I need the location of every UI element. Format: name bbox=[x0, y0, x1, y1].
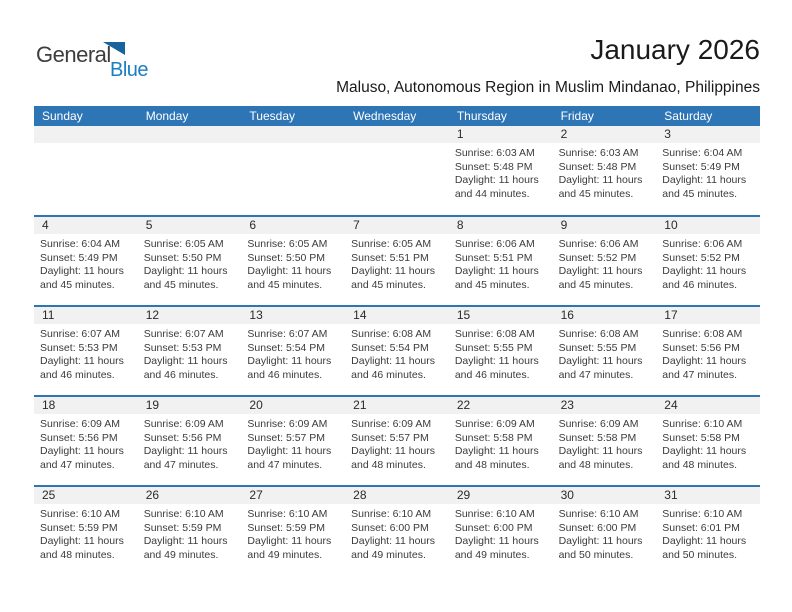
day-number-empty bbox=[345, 126, 449, 143]
detail-line: Daylight: 11 hours bbox=[558, 445, 643, 458]
detail-line: Sunset: 5:58 PM bbox=[454, 431, 533, 444]
detail-line: Daylight: 11 hours bbox=[247, 355, 332, 368]
day-cell-15 bbox=[449, 307, 553, 395]
detail-line: and 45 minutes. bbox=[662, 188, 737, 201]
day-number: 25 bbox=[34, 487, 138, 504]
detail-line: Sunrise: 6:09 AM bbox=[351, 418, 432, 430]
day-number: 18 bbox=[34, 397, 138, 414]
day-cell-6 bbox=[241, 217, 345, 305]
detail-line: Sunrise: 6:10 AM bbox=[662, 418, 743, 430]
day-cell-28 bbox=[345, 487, 449, 575]
day-cell-4 bbox=[34, 217, 138, 305]
weekday-header-monday: Monday bbox=[145, 109, 189, 123]
day-cell-13 bbox=[241, 307, 345, 395]
detail-line: Sunset: 5:57 PM bbox=[351, 431, 429, 444]
day-sun-details bbox=[345, 504, 449, 563]
day-sun-details bbox=[553, 414, 657, 473]
detail-line: Daylight: 11 hours bbox=[40, 445, 124, 458]
day-number: 13 bbox=[241, 307, 345, 324]
day-number: 4 bbox=[34, 217, 138, 234]
detail-line: Sunset: 5:58 PM bbox=[558, 431, 637, 444]
weekday-header-thursday: Thursday bbox=[456, 109, 507, 123]
detail-line: Daylight: 11 hours bbox=[454, 265, 539, 278]
detail-line: and 48 minutes. bbox=[662, 459, 737, 472]
general-blue-logo bbox=[36, 44, 156, 84]
day-number: 27 bbox=[241, 487, 345, 504]
detail-line: Sunset: 5:48 PM bbox=[454, 160, 533, 173]
day-cell-16 bbox=[553, 307, 657, 395]
detail-line: and 49 minutes. bbox=[143, 549, 219, 562]
day-sun-details bbox=[656, 504, 760, 563]
day-number: 14 bbox=[345, 307, 449, 324]
day-cell-20 bbox=[241, 397, 345, 485]
day-cell-empty bbox=[241, 126, 345, 215]
day-number: 22 bbox=[449, 397, 553, 414]
day-number: 19 bbox=[138, 397, 242, 414]
day-sun-details bbox=[449, 143, 553, 202]
day-sun-details bbox=[34, 234, 138, 293]
detail-line: Sunset: 5:59 PM bbox=[40, 521, 118, 534]
detail-line: Daylight: 11 hours bbox=[351, 535, 435, 548]
detail-line: Sunset: 5:48 PM bbox=[558, 160, 637, 173]
day-sun-details bbox=[449, 324, 553, 383]
day-cell-24 bbox=[656, 397, 760, 485]
day-cell-5 bbox=[138, 217, 242, 305]
detail-line: Sunrise: 6:04 AM bbox=[40, 238, 120, 250]
detail-line: Daylight: 11 hours bbox=[454, 445, 539, 458]
detail-line: and 46 minutes. bbox=[143, 369, 219, 382]
detail-line: Sunset: 5:55 PM bbox=[454, 341, 533, 354]
day-number: 8 bbox=[449, 217, 553, 234]
detail-line: Daylight: 11 hours bbox=[662, 265, 747, 278]
day-number-empty bbox=[241, 126, 345, 143]
month-title: January 2026 bbox=[590, 34, 760, 65]
detail-line: Sunrise: 6:03 AM bbox=[558, 147, 639, 159]
day-cell-8 bbox=[449, 217, 553, 305]
day-sun-details bbox=[138, 414, 242, 473]
weekday-header-sunday: Sunday bbox=[42, 109, 83, 123]
day-cell-3 bbox=[656, 126, 760, 215]
day-number: 29 bbox=[449, 487, 553, 504]
detail-line: and 44 minutes. bbox=[454, 188, 530, 201]
detail-line: and 48 minutes. bbox=[40, 549, 115, 562]
day-number: 28 bbox=[345, 487, 449, 504]
detail-line: Sunset: 5:51 PM bbox=[351, 251, 429, 264]
day-cell-empty bbox=[34, 126, 138, 215]
day-cell-1 bbox=[449, 126, 553, 215]
weekday-header-wednesday: Wednesday bbox=[353, 109, 417, 123]
week-row-1 bbox=[34, 126, 760, 215]
day-cell-29 bbox=[449, 487, 553, 575]
detail-line: Sunset: 5:54 PM bbox=[247, 341, 326, 354]
detail-line: Daylight: 11 hours bbox=[662, 445, 747, 458]
detail-line: and 50 minutes. bbox=[662, 549, 737, 562]
logo-text-general: General bbox=[36, 42, 111, 67]
day-cell-2 bbox=[553, 126, 657, 215]
weekday-header-row bbox=[34, 106, 760, 126]
day-number: 12 bbox=[138, 307, 242, 324]
day-sun-details bbox=[345, 324, 449, 383]
day-number-empty bbox=[138, 126, 242, 143]
detail-line: and 47 minutes. bbox=[558, 369, 634, 382]
day-number: 20 bbox=[241, 397, 345, 414]
detail-line: Sunset: 6:00 PM bbox=[351, 521, 429, 534]
detail-line: Sunrise: 6:10 AM bbox=[558, 508, 639, 520]
calendar-table bbox=[34, 106, 760, 575]
day-sun-details bbox=[34, 143, 138, 147]
detail-line: and 45 minutes. bbox=[558, 279, 634, 292]
detail-line: Sunrise: 6:08 AM bbox=[662, 328, 743, 340]
day-number: 23 bbox=[553, 397, 657, 414]
detail-line: Daylight: 11 hours bbox=[454, 535, 539, 548]
day-number: 15 bbox=[449, 307, 553, 324]
day-sun-details bbox=[241, 414, 345, 473]
detail-line: Sunset: 5:54 PM bbox=[351, 341, 429, 354]
detail-line: Sunrise: 6:07 AM bbox=[40, 328, 120, 340]
detail-line: Sunrise: 6:08 AM bbox=[351, 328, 432, 340]
detail-line: Sunrise: 6:09 AM bbox=[247, 418, 328, 430]
day-sun-details bbox=[656, 234, 760, 293]
day-number: 21 bbox=[345, 397, 449, 414]
detail-line: and 45 minutes. bbox=[143, 279, 219, 292]
day-cell-empty bbox=[345, 126, 449, 215]
day-sun-details bbox=[656, 414, 760, 473]
day-cell-18 bbox=[34, 397, 138, 485]
detail-line: Daylight: 11 hours bbox=[351, 265, 435, 278]
day-cell-30 bbox=[553, 487, 657, 575]
detail-line: Daylight: 11 hours bbox=[143, 265, 228, 278]
week-row-3 bbox=[34, 305, 760, 395]
day-sun-details bbox=[656, 143, 760, 202]
day-sun-details bbox=[241, 234, 345, 293]
day-number: 5 bbox=[138, 217, 242, 234]
day-sun-details bbox=[345, 234, 449, 293]
detail-line: Daylight: 11 hours bbox=[351, 355, 435, 368]
detail-line: and 48 minutes. bbox=[558, 459, 634, 472]
detail-line: and 45 minutes. bbox=[40, 279, 115, 292]
detail-line: and 46 minutes. bbox=[454, 369, 530, 382]
day-sun-details bbox=[241, 143, 345, 147]
day-sun-details bbox=[138, 234, 242, 293]
day-number: 10 bbox=[656, 217, 760, 234]
detail-line: and 46 minutes. bbox=[662, 279, 737, 292]
detail-line: and 49 minutes. bbox=[454, 549, 530, 562]
week-row-4 bbox=[34, 395, 760, 485]
day-number: 31 bbox=[656, 487, 760, 504]
day-cell-10 bbox=[656, 217, 760, 305]
day-number: 6 bbox=[241, 217, 345, 234]
detail-line: Sunset: 5:50 PM bbox=[247, 251, 326, 264]
logo-text-blue: Blue bbox=[110, 59, 149, 81]
detail-line: Sunrise: 6:05 AM bbox=[143, 238, 224, 250]
day-number: 11 bbox=[34, 307, 138, 324]
detail-line: and 50 minutes. bbox=[558, 549, 634, 562]
detail-line: Daylight: 11 hours bbox=[454, 355, 539, 368]
location-subtitle: Maluso, Autonomous Region in Muslim Mindanao, Philippines bbox=[336, 79, 760, 96]
day-number: 24 bbox=[656, 397, 760, 414]
detail-line: Sunrise: 6:10 AM bbox=[454, 508, 535, 520]
detail-line: Sunset: 5:59 PM bbox=[247, 521, 326, 534]
detail-line: Sunrise: 6:09 AM bbox=[454, 418, 535, 430]
day-number: 1 bbox=[449, 126, 553, 143]
detail-line: Sunrise: 6:06 AM bbox=[662, 238, 743, 250]
detail-line: and 45 minutes. bbox=[351, 279, 426, 292]
detail-line: Sunset: 6:00 PM bbox=[558, 521, 637, 534]
detail-line: Sunset: 5:53 PM bbox=[143, 341, 222, 354]
detail-line: and 47 minutes. bbox=[40, 459, 115, 472]
day-cell-27 bbox=[241, 487, 345, 575]
detail-line: Daylight: 11 hours bbox=[40, 535, 124, 548]
day-sun-details bbox=[553, 143, 657, 202]
detail-line: Daylight: 11 hours bbox=[662, 174, 747, 187]
detail-line: and 49 minutes. bbox=[247, 549, 323, 562]
week-row-5 bbox=[34, 485, 760, 575]
detail-line: Daylight: 11 hours bbox=[558, 535, 643, 548]
detail-line: Sunrise: 6:09 AM bbox=[143, 418, 224, 430]
day-cell-21 bbox=[345, 397, 449, 485]
weekday-header-saturday: Saturday bbox=[664, 109, 713, 123]
weekday-header-friday: Friday bbox=[560, 109, 594, 123]
detail-line: Daylight: 11 hours bbox=[247, 265, 332, 278]
detail-line: Sunset: 5:52 PM bbox=[558, 251, 637, 264]
detail-line: Sunset: 5:56 PM bbox=[143, 431, 222, 444]
detail-line: Sunrise: 6:05 AM bbox=[247, 238, 328, 250]
day-cell-9 bbox=[553, 217, 657, 305]
detail-line: Daylight: 11 hours bbox=[558, 174, 643, 187]
detail-line: Daylight: 11 hours bbox=[247, 445, 332, 458]
detail-line: Sunset: 5:52 PM bbox=[662, 251, 740, 264]
detail-line: Sunset: 5:56 PM bbox=[40, 431, 118, 444]
detail-line: Sunset: 5:57 PM bbox=[247, 431, 326, 444]
day-sun-details bbox=[34, 504, 138, 563]
day-sun-details bbox=[553, 324, 657, 383]
detail-line: and 47 minutes. bbox=[247, 459, 323, 472]
detail-line: Daylight: 11 hours bbox=[454, 174, 539, 187]
detail-line: Sunrise: 6:09 AM bbox=[558, 418, 639, 430]
day-sun-details bbox=[449, 234, 553, 293]
day-number-empty bbox=[34, 126, 138, 143]
day-sun-details bbox=[138, 324, 242, 383]
day-sun-details bbox=[138, 504, 242, 563]
day-sun-details bbox=[656, 324, 760, 383]
detail-line: Daylight: 11 hours bbox=[143, 535, 228, 548]
detail-line: Sunrise: 6:10 AM bbox=[247, 508, 328, 520]
detail-line: Sunrise: 6:10 AM bbox=[351, 508, 432, 520]
detail-line: Sunrise: 6:10 AM bbox=[662, 508, 743, 520]
day-cell-23 bbox=[553, 397, 657, 485]
day-cell-26 bbox=[138, 487, 242, 575]
detail-line: and 48 minutes. bbox=[454, 459, 530, 472]
detail-line: and 45 minutes. bbox=[454, 279, 530, 292]
day-cell-empty bbox=[138, 126, 242, 215]
day-sun-details bbox=[553, 234, 657, 293]
detail-line: Daylight: 11 hours bbox=[40, 265, 124, 278]
detail-line: and 45 minutes. bbox=[247, 279, 323, 292]
detail-line: and 48 minutes. bbox=[351, 459, 426, 472]
day-cell-17 bbox=[656, 307, 760, 395]
day-number: 3 bbox=[656, 126, 760, 143]
detail-line: Sunrise: 6:05 AM bbox=[351, 238, 432, 250]
day-cell-11 bbox=[34, 307, 138, 395]
detail-line: Sunset: 5:53 PM bbox=[40, 341, 118, 354]
day-sun-details bbox=[34, 414, 138, 473]
detail-line: Sunrise: 6:06 AM bbox=[558, 238, 639, 250]
detail-line: Sunrise: 6:10 AM bbox=[143, 508, 224, 520]
day-sun-details bbox=[241, 504, 345, 563]
detail-line: Sunset: 5:50 PM bbox=[143, 251, 222, 264]
day-cell-22 bbox=[449, 397, 553, 485]
day-sun-details bbox=[34, 324, 138, 383]
day-cell-19 bbox=[138, 397, 242, 485]
day-sun-details bbox=[138, 143, 242, 147]
detail-line: Sunrise: 6:07 AM bbox=[247, 328, 328, 340]
detail-line: Sunset: 5:51 PM bbox=[454, 251, 533, 264]
day-number: 30 bbox=[553, 487, 657, 504]
detail-line: Daylight: 11 hours bbox=[558, 265, 643, 278]
detail-line: Sunrise: 6:06 AM bbox=[454, 238, 535, 250]
detail-line: Daylight: 11 hours bbox=[143, 355, 228, 368]
detail-line: and 47 minutes. bbox=[662, 369, 737, 382]
weekday-header-tuesday: Tuesday bbox=[249, 109, 296, 123]
detail-line: Daylight: 11 hours bbox=[40, 355, 124, 368]
detail-line: Sunset: 5:49 PM bbox=[662, 160, 740, 173]
detail-line: Sunset: 5:49 PM bbox=[40, 251, 118, 264]
day-number: 2 bbox=[553, 126, 657, 143]
detail-line: Sunrise: 6:10 AM bbox=[40, 508, 120, 520]
day-sun-details bbox=[449, 504, 553, 563]
day-number: 16 bbox=[553, 307, 657, 324]
detail-line: and 46 minutes. bbox=[40, 369, 115, 382]
week-row-2 bbox=[34, 215, 760, 305]
detail-line: and 46 minutes. bbox=[351, 369, 426, 382]
calendar-weeks bbox=[34, 126, 760, 575]
detail-line: and 49 minutes. bbox=[351, 549, 426, 562]
detail-line: Daylight: 11 hours bbox=[143, 445, 228, 458]
day-cell-14 bbox=[345, 307, 449, 395]
detail-line: Sunrise: 6:04 AM bbox=[662, 147, 743, 159]
detail-line: Daylight: 11 hours bbox=[558, 355, 643, 368]
detail-line: Sunset: 5:56 PM bbox=[662, 341, 740, 354]
detail-line: Sunrise: 6:09 AM bbox=[40, 418, 120, 430]
detail-line: Sunrise: 6:03 AM bbox=[454, 147, 535, 159]
day-cell-31 bbox=[656, 487, 760, 575]
day-sun-details bbox=[553, 504, 657, 563]
detail-line: and 45 minutes. bbox=[558, 188, 634, 201]
detail-line: Sunrise: 6:08 AM bbox=[558, 328, 639, 340]
day-sun-details bbox=[345, 143, 449, 147]
detail-line: Sunset: 5:55 PM bbox=[558, 341, 637, 354]
day-number: 9 bbox=[553, 217, 657, 234]
day-sun-details bbox=[345, 414, 449, 473]
detail-line: Daylight: 11 hours bbox=[351, 445, 435, 458]
detail-line: Daylight: 11 hours bbox=[662, 535, 747, 548]
day-number: 26 bbox=[138, 487, 242, 504]
day-cell-12 bbox=[138, 307, 242, 395]
detail-line: Sunset: 5:58 PM bbox=[662, 431, 740, 444]
detail-line: Sunrise: 6:07 AM bbox=[143, 328, 224, 340]
detail-line: Sunset: 5:59 PM bbox=[143, 521, 222, 534]
detail-line: Daylight: 11 hours bbox=[662, 355, 747, 368]
detail-line: and 46 minutes. bbox=[247, 369, 323, 382]
detail-line: Sunset: 6:00 PM bbox=[454, 521, 533, 534]
detail-line: Daylight: 11 hours bbox=[247, 535, 332, 548]
detail-line: and 47 minutes. bbox=[143, 459, 219, 472]
day-cell-7 bbox=[345, 217, 449, 305]
day-number: 17 bbox=[656, 307, 760, 324]
detail-line: Sunset: 6:01 PM bbox=[662, 521, 740, 534]
day-sun-details bbox=[241, 324, 345, 383]
detail-line: Sunrise: 6:08 AM bbox=[454, 328, 535, 340]
day-sun-details bbox=[449, 414, 553, 473]
day-number: 7 bbox=[345, 217, 449, 234]
day-cell-25 bbox=[34, 487, 138, 575]
